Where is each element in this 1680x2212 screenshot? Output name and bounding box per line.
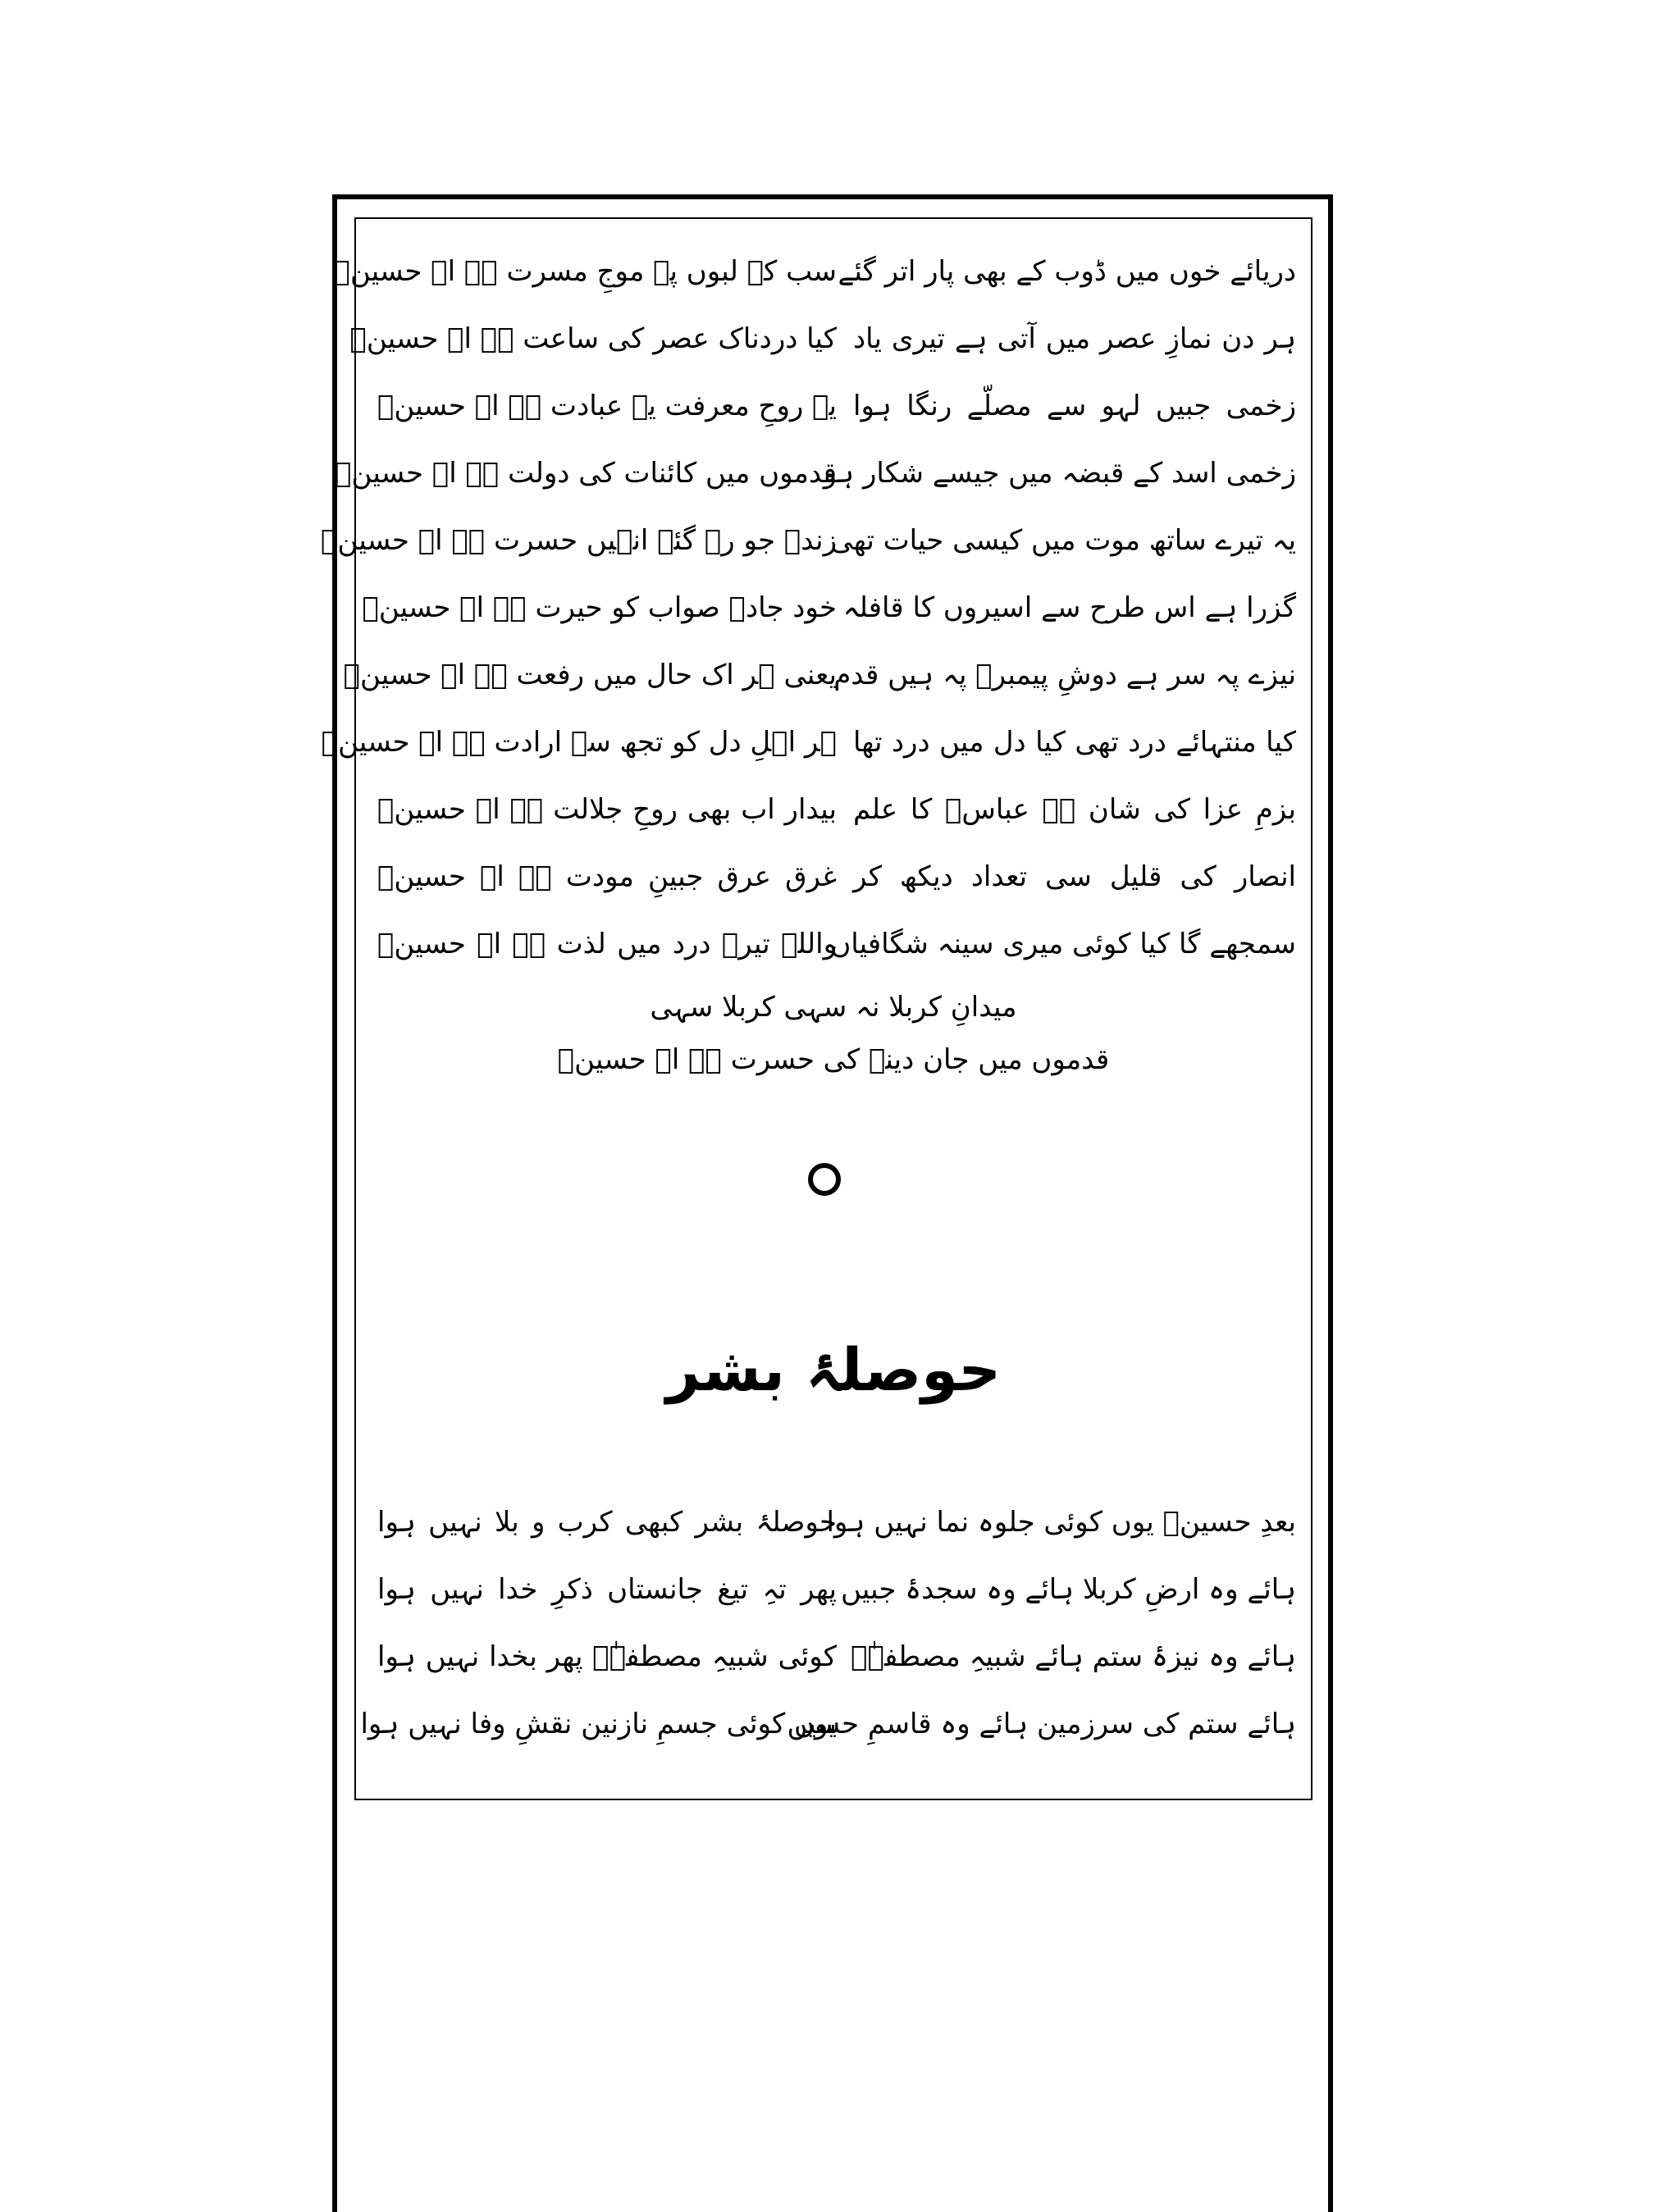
couplet-second-line: سب کے لبوں پہ موجِ مسرت ہے اے حسینؑ <box>333 255 837 288</box>
couplet-first-line: بعدِ حسینؑ یوں کوئی جلوہ نما نہیں ہوا <box>826 1506 1296 1539</box>
couplet <box>371 1623 1296 1690</box>
couplet <box>333 238 1296 305</box>
couplet <box>371 843 1296 910</box>
final-couplet-second-line: قدموں میں جان دینے کی حسرت ہے اے حسینؑ <box>557 1043 1110 1076</box>
couplet-first-line: یہ تیرے ساتھ موت میں کیسی حیات تھی <box>830 524 1296 557</box>
couplet <box>321 507 1296 574</box>
couplet-second-line: قدموں میں کائنات کی دولت ہے اے حسینؑ <box>335 457 837 490</box>
couplet-second-line: یوں کوئی جسمِ نازنین نقشِ وفا نہیں ہوا <box>360 1708 837 1740</box>
couplet-second-line: کوئی شبیہِ مصطفےٰؐ پھر بخدا نہیں ہوا <box>377 1640 837 1673</box>
couplet-first-line: ہائے ستم کی سرزمین ہائے وہ قاسمِ حسیں <box>787 1708 1296 1740</box>
couplet-first-line: ہائے وہ ارضِ کربلا ہائے وہ سجدۂ جبیں <box>841 1573 1296 1606</box>
couplet-first-line: زخمی اسد کے قبضہ میں جیسے شکار ہو <box>823 457 1296 490</box>
couplet <box>371 776 1296 843</box>
section-divider-circle-icon <box>808 1163 841 1196</box>
couplet-first-line: بزمِ عزا کی شان ہے عباسؑ کا علم <box>853 793 1296 826</box>
section-title: حوصلۂ بشر <box>665 1335 1002 1404</box>
couplet <box>349 305 1296 372</box>
couplet <box>362 574 1296 641</box>
couplet-second-line: خود جادۂ صواب کو حیرت ہے اے حسینؑ <box>362 591 837 624</box>
couplet-first-line: کیا منتہائے درد تھی کیا دل میں درد تھا <box>853 726 1296 759</box>
couplet-second-line: پھر تہِ تیغ جانستاں ذکرِ خدا نہیں ہوا <box>377 1573 837 1606</box>
couplet-first-line: ہر دن نمازِ عصر میں آتی ہے تیری یاد <box>853 322 1296 355</box>
couplet <box>343 641 1296 709</box>
couplet <box>335 440 1296 507</box>
couplet-second-line: ہر اہلِ دل کو تجھ سے ارادت ہے اے حسینؑ <box>321 726 837 759</box>
couplet <box>321 709 1296 776</box>
couplet-first-line: ہائے وہ نیزۂ ستم ہائے شبیہِ مصطفےٰؐ <box>851 1640 1296 1673</box>
couplet <box>360 1690 1296 1758</box>
poem2-couplets <box>360 1489 1296 1758</box>
couplet-first-line: زخمی جبیں لہو سے مصلّے رنگا ہوا <box>853 390 1296 422</box>
couplet-second-line: یہ روحِ معرفت یہ عبادت ہے اے حسینؑ <box>377 390 837 422</box>
couplet <box>371 1556 1296 1623</box>
couplet <box>371 910 1296 978</box>
final-couplet-first-line: میدانِ کربلا نہ سہی کربلا سہی <box>650 991 1017 1024</box>
couplet-second-line: حوصلۂ بشر کبھی کرب و بلا نہیں ہوا <box>377 1506 837 1539</box>
couplet <box>371 372 1296 440</box>
couplet-first-line: دریائے خوں میں ڈوب کے بھی پار اتر گئے <box>838 255 1296 288</box>
couplet-second-line: زندہ جو رہ گئے انہیں حسرت ہے اے حسینؑ <box>321 524 837 557</box>
couplet-second-line: واللہ تیرے درد میں لذت ہے اے حسینؑ <box>377 928 837 960</box>
poem1-couplets <box>321 238 1296 978</box>
couplet-second-line: کیا دردناک عصر کی ساعت ہے اے حسینؑ <box>349 322 837 355</box>
couplet-first-line: نیزے پہ سر ہے دوشِ پیمبرؐ پہ ہیں قدم <box>833 659 1296 691</box>
couplet-first-line: سمجھے گا کیا کوئی میری سینہ شگافیاں <box>830 928 1296 960</box>
couplet-second-line: غرق عرق جبینِ مودت ہے اے حسینؑ <box>377 860 837 893</box>
couplet-first-line: گزرا ہے اس طرح سے اسیروں کا قافلہ <box>842 591 1296 624</box>
couplet-second-line: یعنی ہر اک حال میں رفعت ہے اے حسینؑ <box>343 659 837 691</box>
couplet-first-line: انصار کی قلیل سی تعداد دیکھ کر <box>853 860 1296 893</box>
couplet <box>371 1489 1296 1556</box>
couplet-second-line: بیدار اب بھی روحِ جلالت ہے اے حسینؑ <box>377 793 837 826</box>
